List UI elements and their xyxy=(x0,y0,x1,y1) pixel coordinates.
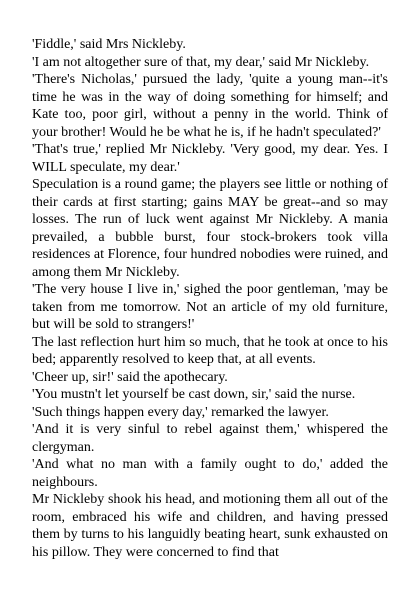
paragraph: 'I am not altogether sure of that, my dear,' said Mr Nickleby. xyxy=(32,54,370,70)
paragraph: 'And it is very sinful to rebel against them,' whispered the clergyman. xyxy=(32,422,388,455)
paragraph: 'Such things happen every day,' remarked the lawyer. xyxy=(32,404,329,420)
paragraph: 'That's true,' replied Mr Nickleby. 'Very good, my dear. Yes. I WILL speculate, my dear.' xyxy=(32,142,388,175)
paragraph: Speculation is a round game; the players see little or nothing of their cards at first starting; gains MAY be great--and so may losses. The run of luck went against Mr Nickleby. A mania prevailed, a bubble burst, four stock-brokers took villa residences at Florence, four hundred nobodies were ruined, and among them Mr Nickleby. xyxy=(32,177,388,280)
paragraph: 'You mustn't let yourself be cast down, sir,' said the nurse. xyxy=(32,387,356,402)
paragraph: 'The very house I live in,' sighed the poor gentleman, 'may be taken from me tomorrow. Not an article of my old furniture, but will be sold to strangers!' xyxy=(32,282,388,332)
document-page xyxy=(32,36,388,561)
paragraph: 'And what no man with a family ought to do,' added the neighbours. xyxy=(32,457,388,490)
paragraph: 'Fiddle,' said Mrs Nickleby. xyxy=(32,37,186,52)
paragraph: The last reflection hurt him so much, that he took at once to his bed; apparently resolved to keep that, at all events. xyxy=(32,334,388,367)
paragraph: Mr Nickleby shook his head, and motioning them all out of the room, embraced his wife and children, and having pressed them by turns to his languidly beating heart, sunk exhausted on his pillow. They were concerned to find that xyxy=(32,492,388,560)
paragraph: 'Cheer up, sir!' said the apothecary. xyxy=(32,369,228,385)
paragraph: 'There's Nicholas,' pursued the lady, 'quite a young man--it's time he was in the way of doing something for himself; and Kate too, poor girl, without a penny in the world. Think of your brother! Would he be what he is, if he hadn't speculated?' xyxy=(32,72,388,140)
